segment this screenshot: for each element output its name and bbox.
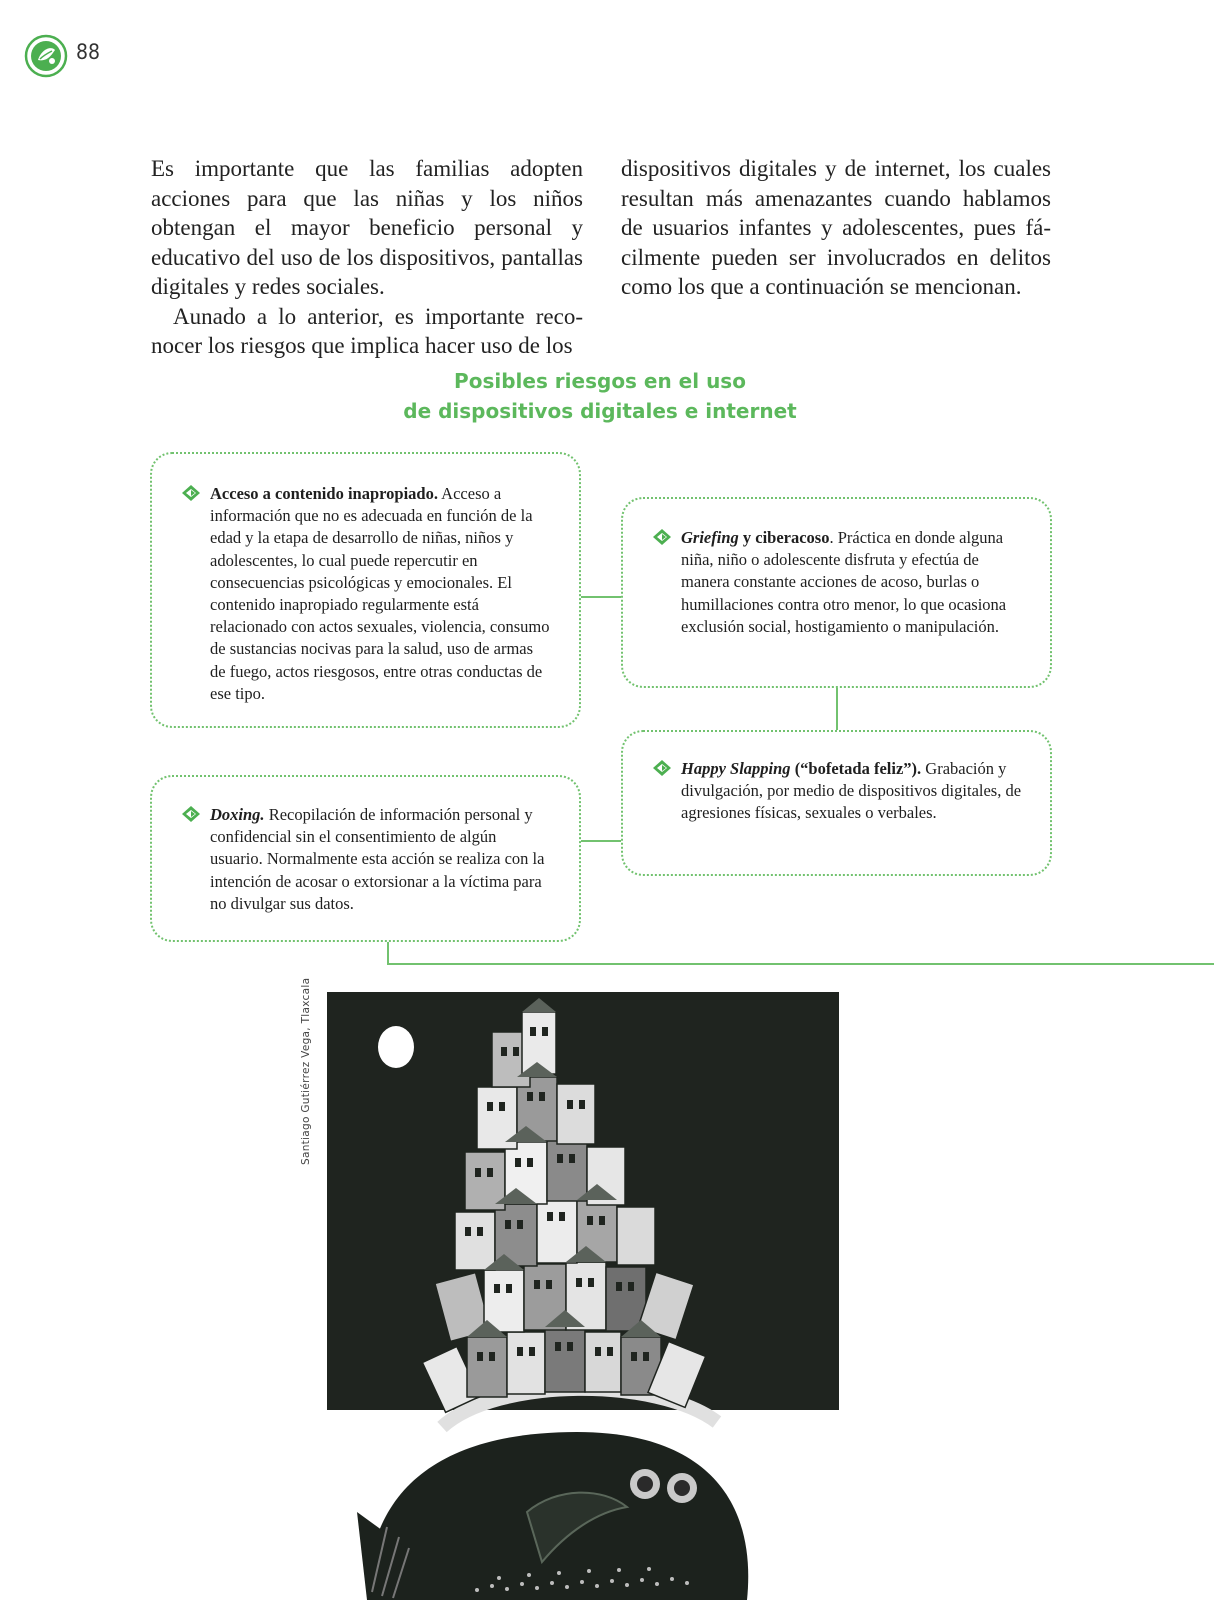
risk-term-italic: Griefing [681,528,739,547]
intro-paragraph-2: Aunado a lo anterior, es importante reconocer los riesgos que implica hacer uso de los [151,303,583,358]
leaf-circle-logo-icon [24,34,68,78]
risk-description: Recopilación de información personal y confidencial sin el consentimiento de algún usuario. Normalmente esta acción se realiza con la intención de acosar o extorsionar a la víctima para no divulgar sus datos. [210,805,545,913]
connector-line [387,942,389,964]
connector-line [581,596,621,598]
diagram-title [300,366,900,426]
risk-box-doxing [150,775,581,942]
risk-item [681,758,1022,825]
illustration-credit: Santiago Gutiérrez Vega, Tlaxcala [300,977,312,1165]
risk-term: (“bofetada feliz”). [790,759,922,778]
connector-line [581,840,621,842]
risk-term: y ciberacoso [738,528,830,547]
risk-box-inappropriate-content [150,452,581,728]
diamond-bullet-icon [180,805,202,823]
risk-term: Acceso a contenido inapropiado. [210,484,438,503]
risk-box-griefing [621,497,1052,688]
risk-term-italic: Doxing. [210,805,265,824]
diamond-bullet-icon [651,759,673,777]
diagram-title-line-2: de dispositivos digitales e internet [403,399,797,423]
page-number: 88 [76,40,101,64]
intro-paragraph-1: Es importante que las familias adopten acciones para que las niñas y los niños obtengan el mayor beneficio personal y educativo del uso de los dispositivos, pantallas digitales y redes sociales. [151,156,583,299]
connector-line [387,963,1214,965]
intro-left-column [151,154,583,361]
whale-carrying-town-illustration [327,992,839,1600]
risk-item [681,527,1022,638]
diamond-bullet-icon [651,528,673,546]
risk-term-italic: Happy Slapping [681,759,791,778]
risk-description: . Práctica en donde alguna niña, niño o adolescente disfruta y efectúa de manera constante acciones de acoso, burlas o humillaciones contra otro menor, lo que ocasiona exclusión social, hostigamiento o manipulación. [681,528,1007,636]
diamond-bullet-icon [180,484,202,502]
risk-box-happy-slapping [621,730,1052,876]
intro-paragraph-3: dispositivos digitales y de internet, los cuales resultan más amenazantes cuando hablamos de usuarios infantes y adolescentes, pues fácilmente pueden ser involucrados en delitos como los que a continuación se mencionan. [621,156,1051,299]
diagram-title-line-1: Posibles riesgos en el uso [454,369,746,393]
risk-item [210,804,551,915]
risk-description: Grabación y divulgación, por medio de dispositivos digitales, de agresiones físicas, sexuales o verbales. [681,759,1022,823]
risk-description: Acceso a información que no es adecuada en función de la edad y la etapa de desarrollo de niñas, niños y adolescentes, lo cual puede repercutir en consecuencias psicológicas y emocionales. El contenido inapropiado regularmente está relacionado con actos sexuales, violencia, consumo de sustancias nocivas para la salud, uso de armas de fuego, actos riesgosos, entre otras conductas de ese tipo. [210,484,550,703]
intro-right-column [621,154,1051,302]
risk-item [210,483,551,705]
connector-line [836,688,838,730]
